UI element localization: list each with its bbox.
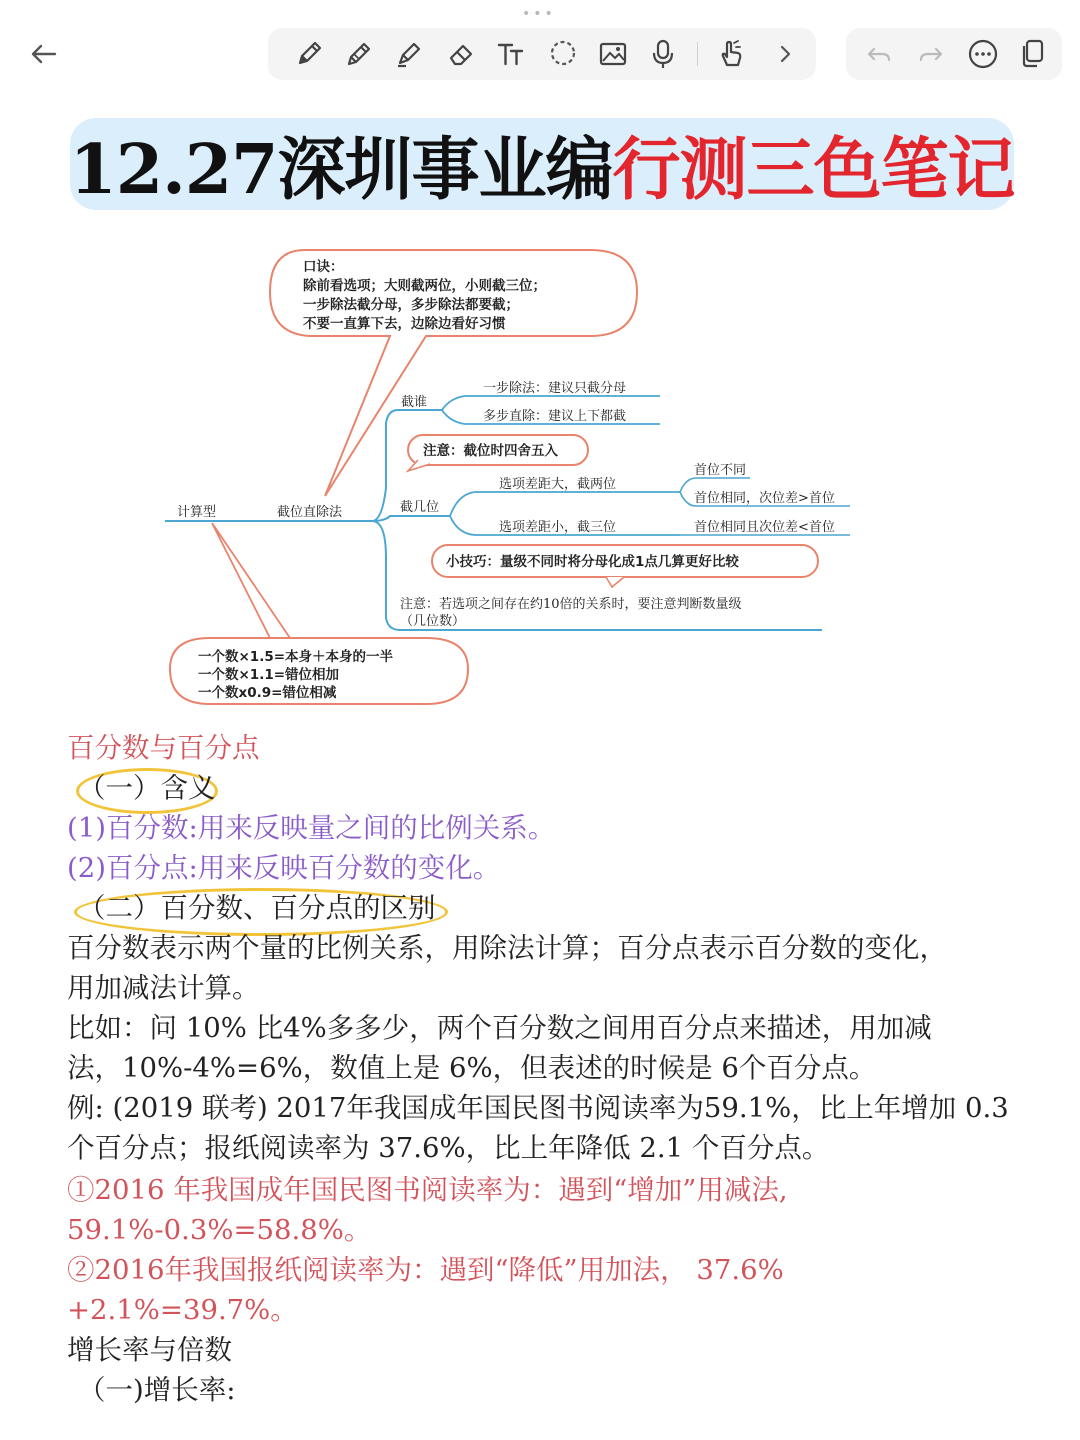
lasso-icon [546, 37, 580, 71]
root-label: 计算型 [177, 505, 217, 520]
answer1-line1: ①2016 年我国成年国民图书阅读率为：遇到“增加”用减法, [67, 1174, 788, 1206]
rule-1: 首位不同 [694, 463, 747, 478]
redo-icon [914, 37, 948, 71]
jie-shui-item-2: 多步直除：建议上下都截 [483, 409, 627, 424]
eraser-icon [444, 37, 478, 71]
jie-shui-item-1: 一步除法：建议只截分母 [483, 381, 627, 396]
rule-2: 首位相同，次位差>首位 [694, 491, 835, 506]
definition-percent-point: (2)百分点:用来反映百分数的变化。 [67, 852, 501, 884]
undo-icon [862, 37, 896, 71]
more-icon [966, 37, 1000, 71]
title-red-part: 行测三色笔记 [612, 129, 1015, 210]
tip-line-1: 口诀： [303, 259, 344, 275]
microphone-icon [646, 37, 680, 71]
tip-line-4: 不要一直算下去，边除边看好习惯 [303, 316, 506, 332]
rule-3: 首位相同且次位差<首位 [694, 520, 835, 535]
lasso-tool-button[interactable] [540, 30, 586, 78]
pen-tool-button[interactable] [286, 30, 332, 78]
touch-hand-icon [714, 37, 748, 71]
tip-line-3: 一步除法截分母，多步除法都要截； [303, 297, 519, 313]
heading-percent: 百分数与百分点 [67, 732, 260, 764]
jie-ji-wei-small: 选项差距小，截三位 [499, 520, 617, 535]
toolbar-divider [697, 42, 698, 66]
image-icon [596, 37, 630, 71]
sub-meaning: （一）含义 [78, 772, 216, 804]
note-round-text: 注意：截位时四舍五入 [423, 443, 558, 459]
pencil-icon [342, 37, 376, 71]
pages-button[interactable] [1010, 30, 1056, 78]
multiply-connector [212, 523, 290, 638]
para1-line2: 用加减法计算。 [67, 972, 260, 1004]
example-line1: 例: (2019 联考) 2017年我国成年国民图书阅读率为59.1%，比上年增加 0.3 [67, 1092, 1009, 1124]
mind-map [150, 238, 850, 718]
jie-ji-wei-big: 选项差距大，截两位 [499, 477, 617, 492]
touch-tool-button[interactable] [708, 30, 754, 78]
method-label: 截位直除法 [277, 505, 343, 520]
text-tool-button[interactable] [488, 30, 534, 78]
magnitude-note-1: 注意：若选项之间存在约10倍的关系时，要注意判断数量级 [400, 597, 742, 612]
sub-growth-rate: （一)增长率: [78, 1374, 236, 1406]
pen-icon [292, 37, 326, 71]
pencil-tool-button[interactable] [336, 30, 382, 78]
arrow-left-icon [29, 39, 59, 69]
heading-growth: 增长率与倍数 [67, 1334, 232, 1366]
marker-icon [392, 37, 426, 71]
branch-jie-ji-wei-curve [372, 516, 450, 521]
microphone-tool-button[interactable] [640, 30, 686, 78]
copy-pages-icon [1016, 37, 1050, 71]
more-options-button[interactable] [960, 30, 1006, 78]
para2-line2: 法，10%-4%=6%，数值上是 6%，但表述的时候是 6个百分点。 [67, 1052, 877, 1084]
magnitude-note-2: （几位数） [400, 614, 466, 629]
sub-difference: （二）百分数、百分点的区别 [78, 892, 436, 924]
example-line2: 个百分点；报纸阅读率为 37.6%，比上年降低 2.1 个百分点。 [67, 1132, 830, 1164]
more-tools-button[interactable] [762, 30, 808, 78]
page-title [70, 118, 1014, 210]
definition-percent: (1)百分数:用来反映量之间的比例关系。 [67, 812, 556, 844]
marker-tool-button[interactable] [386, 30, 432, 78]
answer1-line2: 59.1%-0.3%=58.8%。 [67, 1214, 372, 1246]
multiply-line-3: 一个数x0.9=错位相减 [198, 685, 337, 701]
para1-line1: 百分数表示两个量的比例关系，用除法计算；百分点表示百分数的变化， [67, 932, 947, 964]
tip-line-2: 除前看选项；大则截两位，小则截三位； [303, 278, 546, 294]
undo-button[interactable] [856, 30, 902, 78]
back-button[interactable] [20, 30, 68, 78]
note-round-pointer [408, 460, 430, 471]
eraser-tool-button[interactable] [438, 30, 484, 78]
redo-button[interactable] [908, 30, 954, 78]
text-tool-icon [494, 37, 528, 71]
trick-bubble-pointer [606, 577, 624, 587]
jie-ji-wei-label: 截几位 [400, 500, 440, 515]
title-black-part: 12.27深圳事业编 [69, 129, 613, 210]
para2-line1: 比如：问 10% 比4%多多少，两个百分数之间用百分点来描述，用加减 [67, 1012, 932, 1044]
multiply-line-1: 一个数×1.5=本身＋本身的一半 [198, 649, 394, 665]
drag-handle-dots[interactable]: ••• [522, 6, 556, 22]
answer2-line2: +2.1%=39.7%。 [67, 1294, 298, 1326]
image-tool-button[interactable] [590, 30, 636, 78]
multiply-line-2: 一个数×1.1=错位相加 [198, 667, 340, 683]
chevron-right-icon [768, 37, 802, 71]
jie-shui-label: 截谁 [401, 395, 428, 410]
trick-text: 小技巧：量级不同时将分母化成1点几算更好比较 [446, 554, 739, 570]
answer2-line1: ②2016年我国报纸阅读率为：遇到“降低”用加法， 37.6% [67, 1254, 784, 1286]
